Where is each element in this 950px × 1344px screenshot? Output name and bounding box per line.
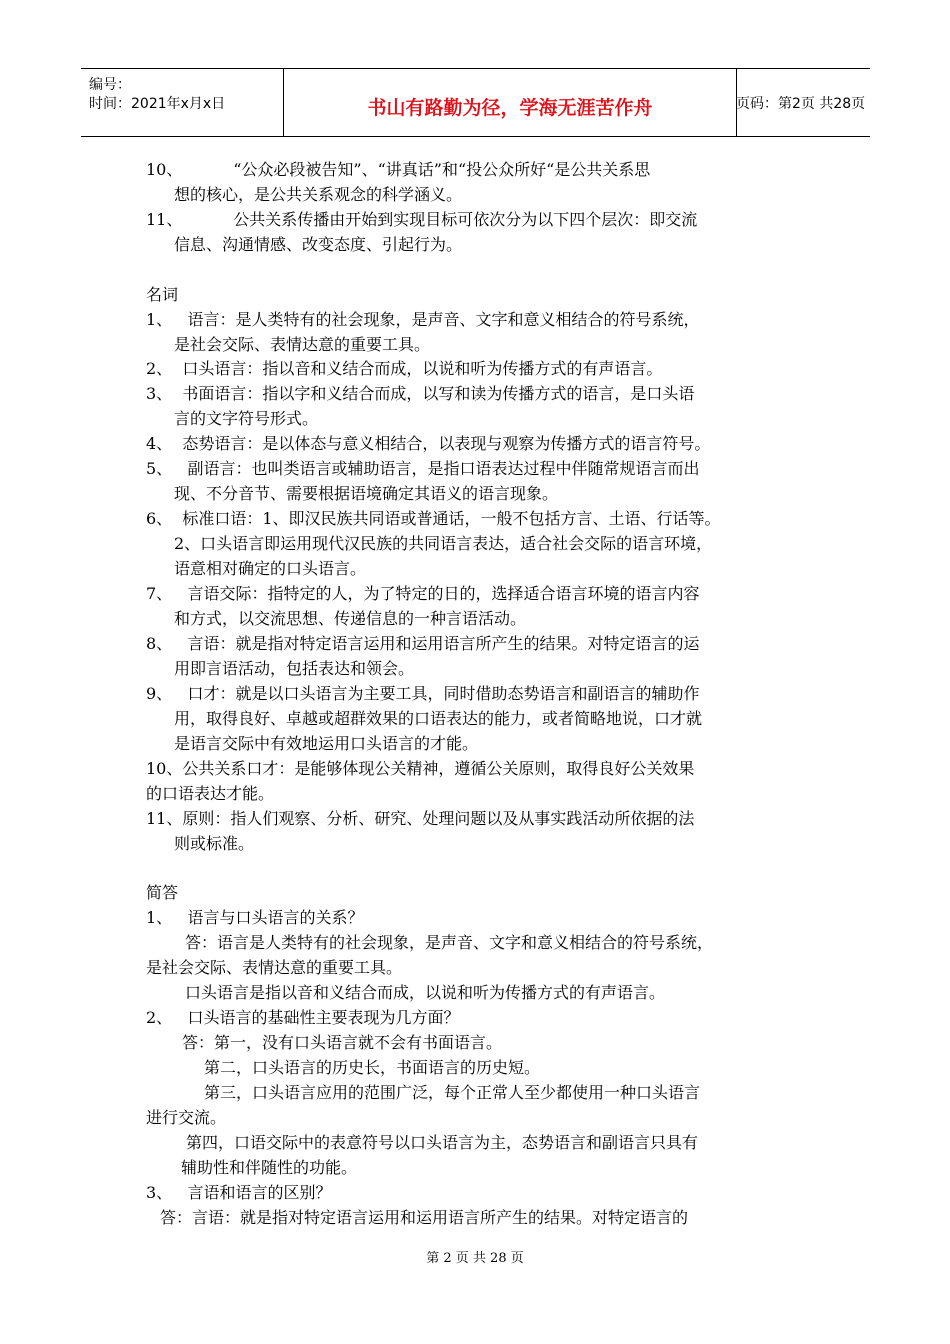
- text-line: 1、 语言与口头语言的关系？: [146, 908, 364, 927]
- text-line: 答：第一，没有口头语言就不会有书面语言。: [182, 1033, 503, 1052]
- section-heading-answers: 简答: [146, 883, 179, 902]
- text-line: 4、 态势语言：是以体态与意义相结合，以表现与观察为传播方式的语言符号。: [146, 434, 711, 453]
- text-line: 是社会交际、表情达意的重要工具。: [146, 958, 403, 977]
- text-line: 10、 “公众必段被告知”、“讲真话”和“投公众所好“是公共关系思: [146, 160, 651, 179]
- text-line: 语意相对确定的口头语言。: [174, 559, 367, 578]
- text-line: 进行交流。: [146, 1108, 227, 1127]
- text-line: 现、不分音节、需要根据语境确定其语义的语言现象。: [174, 484, 559, 503]
- text-line: 11、原则：指人们观察、分析、研究、处理问题以及从事实践活动所依据的法: [146, 809, 695, 828]
- motto: 书山有路勤为径，学海无涯苦作舟: [367, 97, 653, 119]
- text-line: 答：语言是人类特有的社会现象，是声音、文字和意义相结合的符号系统，: [185, 933, 714, 952]
- text-line: 用，取得良好、卓越或超群效果的口语表达的能力，或者简略地说，口才就: [174, 709, 703, 728]
- text-line: 想的核心，是公共关系观念的科学涵义。: [174, 185, 463, 204]
- text-line: 2、口头语言即运用现代汉民族的共同语言表达，适合社会交际的语言环境，: [174, 534, 713, 553]
- number-label: 编号：: [89, 77, 131, 93]
- text-line: 口头语言是指以音和义结合而成，以说和听为传播方式的有声语言。: [185, 983, 666, 1002]
- text-line: 言的文字符号形式。: [174, 409, 319, 428]
- text-line: 6、 标准口语：1、即汉民族共同语或普通话，一般不包括方言、土语、行话等。: [146, 509, 721, 528]
- text-line: 1、 语言：是人类特有的社会现象，是声音、文字和意义相结合的符号系统，: [146, 310, 700, 329]
- text-line: 第四，口语交际中的表意符号以口头语言为主，态势语言和副语言只具有: [186, 1133, 699, 1152]
- header-middle-cell: [283, 69, 737, 136]
- page-info: 页码：第2页 共28页: [736, 96, 866, 112]
- header-left-cell: [81, 69, 283, 136]
- text-line: 答：言语：就是指对特定语言运用和运用语言所产生的结果。对特定语言的: [160, 1208, 689, 1227]
- text-line: 是社会交际、表情达意的重要工具。: [174, 335, 431, 354]
- text-line: 辅助性和伴随性的功能。: [181, 1158, 358, 1177]
- text-line: 10、公共关系口才：是能够体现公关精神，遵循公关原则，取得良好公关效果: [146, 759, 695, 778]
- page-footer: 第 2 页 共 28 页: [426, 1251, 524, 1266]
- header-table: [81, 68, 870, 137]
- section-heading-terms: 名词: [146, 285, 179, 304]
- text-line: 第二，口头语言的历史长，书面语言的历史短。: [204, 1058, 541, 1077]
- text-line: 和方式，以交流思想、传递信息的一种言语活动。: [174, 609, 527, 628]
- text-line: 3、 言语和语言的区别？: [146, 1183, 332, 1202]
- text-line: 第三，口头语言应用的范围广泛，每个正常人至少都使用一种口头语言: [204, 1083, 701, 1102]
- text-line: 8、 言语：就是指对特定语言运用和运用语言所产生的结果。对特定语言的运: [146, 634, 700, 653]
- text-line: 的口语表达才能。: [146, 784, 275, 803]
- text-line: 9、 口才：就是以口头语言为主要工具，同时借助态势语言和副语言的辅助作: [146, 684, 700, 703]
- text-line: 信息、沟通情感、改变态度、引起行为。: [174, 235, 463, 254]
- text-line: 2、 口头语言的基础性主要表现为几方面？: [146, 1008, 460, 1027]
- text-line: 是语言交际中有效地运用口头语言的才能。: [174, 734, 479, 753]
- text-line: 用即言语活动，包括表达和领会。: [174, 659, 415, 678]
- text-line: 3、 书面语言：指以字和义结合而成，以写和读为传播方式的语言，是口头语: [146, 384, 695, 403]
- text-line: 5、 副语言：也叫类语言或辅助语言，是指口语表达过程中伴随常规语言而出: [146, 459, 700, 478]
- time-label: 时间：2021年x月x日: [89, 96, 226, 112]
- text-line: 则或标准。: [174, 834, 255, 853]
- text-line: 2、 口头语言：指以音和义结合而成，以说和听为传播方式的有声语言。: [146, 359, 663, 378]
- text-line: 11、 公共关系传播由开始到实现目标可依次分为以下四个层次：即交流: [146, 210, 698, 229]
- text-line: 7、 言语交际：指特定的人，为了特定的日的，选择适合语言环境的语言内容: [146, 584, 700, 603]
